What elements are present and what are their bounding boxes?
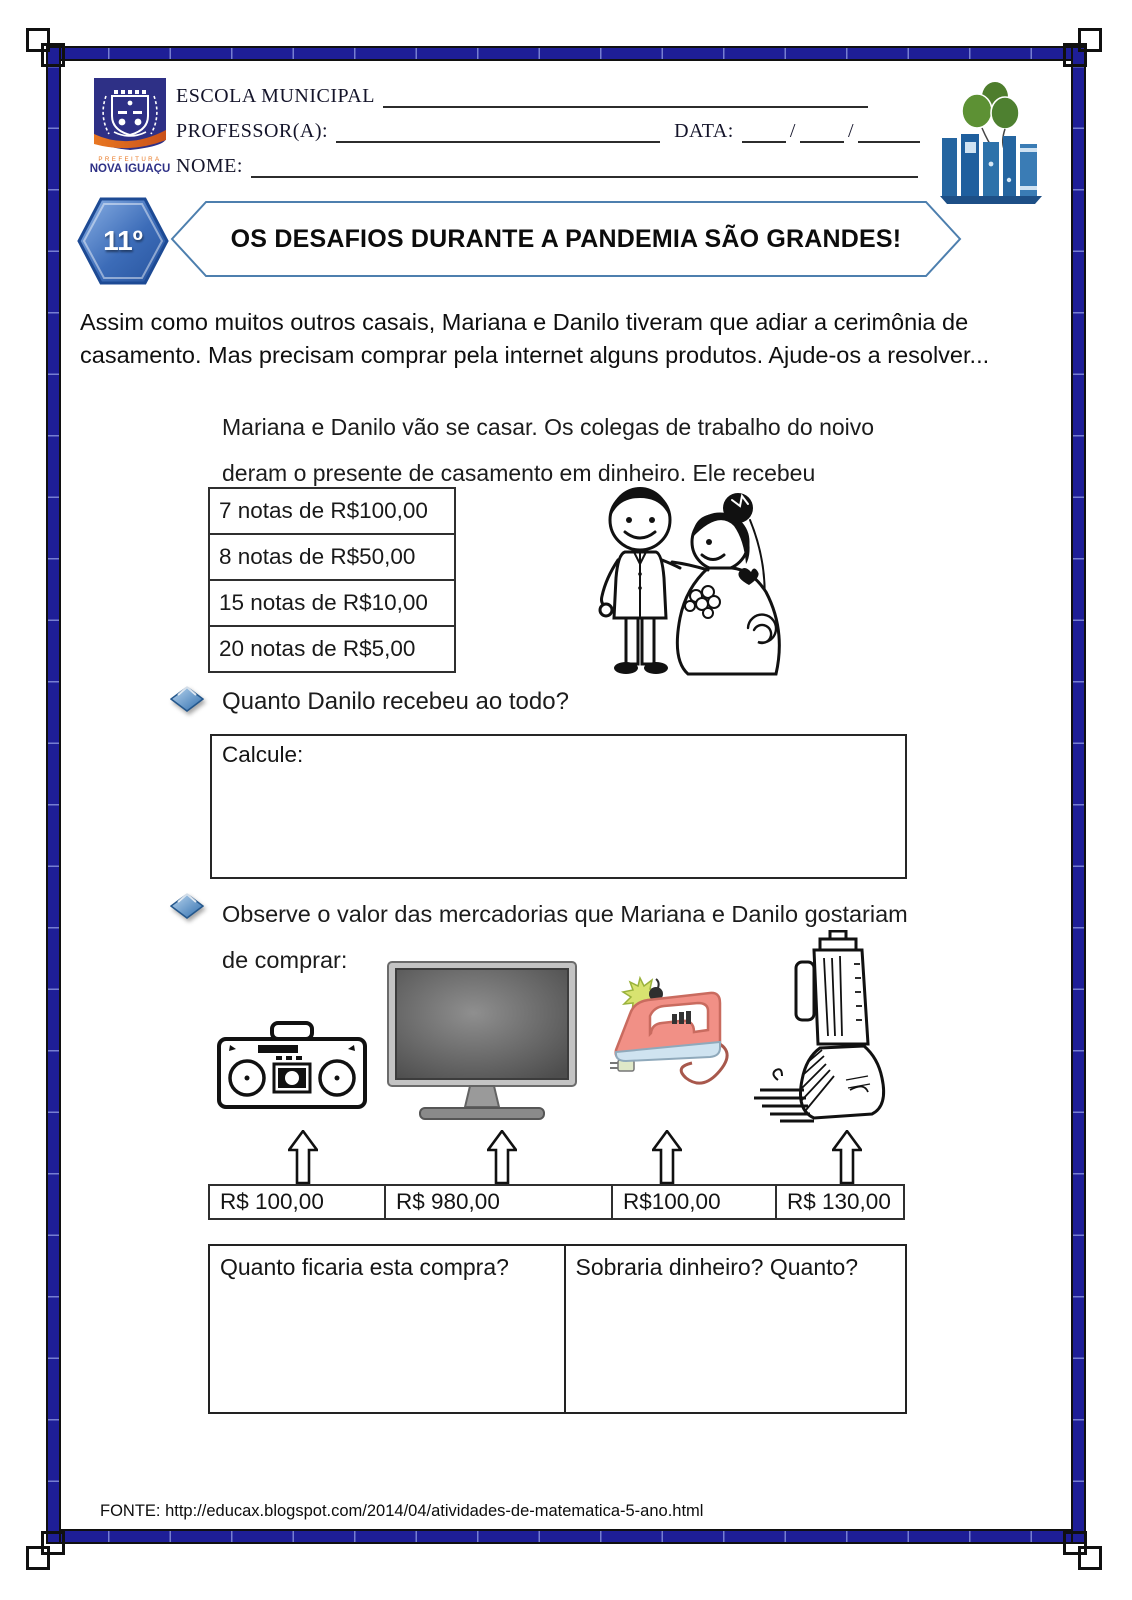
page-border-left (46, 46, 61, 1544)
banknote-row: 15 notas de R$10,00 (208, 579, 456, 627)
page-border-bottom (46, 1529, 1086, 1544)
wedding-couple-image (568, 468, 823, 683)
banknote-row: 7 notas de R$100,00 (208, 487, 456, 535)
name-field-blank[interactable] (251, 154, 918, 178)
diamond-bullet-icon (170, 686, 204, 714)
lesson-number: 11º (103, 225, 143, 256)
tv-image (382, 960, 582, 1127)
problem-line-1: Mariana e Danilo vão se casar. Os colegas de trabalho do noivo (222, 414, 875, 440)
up-arrow-icon (487, 1130, 517, 1184)
date-separator: / (847, 120, 854, 142)
question-total-label: Quanto ficaria esta compra? (220, 1254, 509, 1280)
question-total-cell[interactable] (208, 1244, 566, 1414)
worksheet-title: OS DESAFIOS DURANTE A PANDEMIA SÃO GRANDES! (230, 224, 902, 253)
date-field-label: DATA: (674, 120, 734, 142)
svg-text:NOVA IGUAÇU: NOVA IGUAÇU (89, 163, 171, 174)
date-day-blank[interactable] (742, 119, 786, 143)
banknotes-table (208, 487, 456, 673)
page-border-right (1071, 46, 1086, 1544)
question-change-label: Sobraria dinheiro? Quanto? (575, 1254, 859, 1280)
radio-image (216, 1020, 368, 1112)
banknote-row: 20 notas de R$5,00 (208, 625, 456, 673)
professor-field-label: PROFESSOR(A): (176, 120, 329, 142)
prefeitura-nova-iguacu-logo (88, 78, 172, 174)
price-cell-tv: R$ 980,00 (384, 1184, 613, 1220)
date-separator: / (789, 120, 796, 142)
question-change-cell[interactable] (564, 1244, 907, 1414)
corner-ornament-tl (41, 43, 65, 67)
school-field-label: ESCOLA MUNICIPAL (176, 85, 375, 107)
corner-ornament-bl (41, 1531, 65, 1555)
problem-line-2: deram o presente de casamento em dinheiro. Ele recebeu (222, 460, 816, 486)
books-and-balloons-icon (938, 76, 1044, 204)
school-field-blank[interactable] (383, 84, 868, 108)
title-banner (170, 200, 962, 278)
banknote-row: 8 notas de R$50,00 (208, 533, 456, 581)
professor-field-blank[interactable] (336, 119, 660, 143)
svg-text:PREFEITURA: PREFEITURA (98, 156, 162, 163)
calculation-answer-box[interactable] (210, 734, 907, 879)
date-month-blank[interactable] (800, 119, 844, 143)
up-arrow-icon (832, 1130, 862, 1184)
up-arrow-icon (652, 1130, 682, 1184)
price-cell-iron: R$100,00 (611, 1184, 777, 1220)
observe-line-2: de comprar: (222, 947, 348, 973)
source-reference: FONTE: http://educax.blogspot.com/2014/04/atividades-de-matematica-5-ano.html (100, 1502, 704, 1520)
intro-paragraph: Assim como muitos outros casais, Mariana e Danilo tiveram que adiar a cerimônia de casamento. Mas precisam comprar pela internet alguns produtos. Ajude-os a resolver... (80, 309, 990, 369)
iron-image (600, 976, 740, 1104)
corner-ornament-tr (1063, 43, 1087, 67)
price-table (208, 1184, 905, 1220)
price-cell-blender: R$ 130,00 (775, 1184, 905, 1220)
final-questions-table (208, 1244, 907, 1414)
observe-line-1: Observe o valor das mercadorias que Mariana e Danilo gostariam (222, 901, 908, 927)
question-1: Quanto Danilo recebeu ao todo? (222, 688, 569, 715)
calc-label: Calcule: (222, 742, 304, 767)
up-arrow-icon (288, 1130, 318, 1184)
price-cell-radio: R$ 100,00 (208, 1184, 386, 1220)
name-field-label: NOME: (176, 155, 243, 177)
diamond-bullet-icon (170, 893, 204, 921)
blender-image (750, 930, 908, 1137)
lesson-number-badge (76, 196, 170, 286)
date-year-blank[interactable] (858, 119, 920, 143)
corner-ornament-br (1063, 1531, 1087, 1555)
page-border-top (46, 46, 1086, 61)
